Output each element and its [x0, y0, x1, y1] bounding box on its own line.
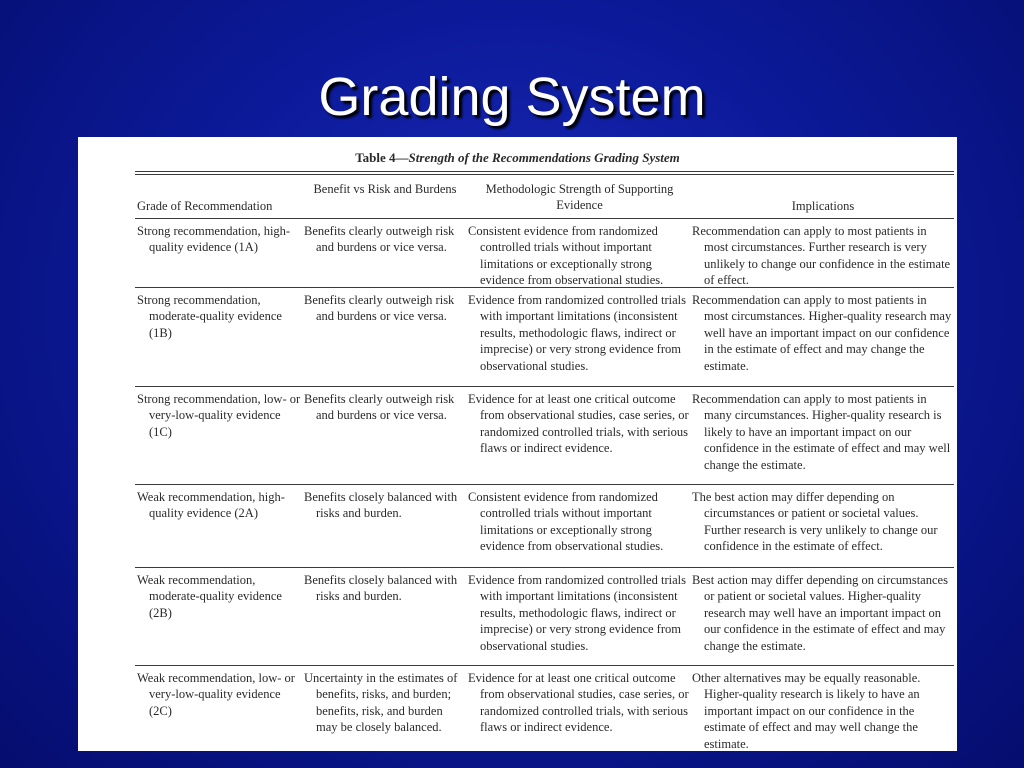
table-row	[135, 568, 954, 666]
cell-strength: Evidence for at least one critical outcome from observational studies, case series, or randomized controlled trials, with serious flaws or indirect evidence.	[468, 392, 689, 456]
table-row	[135, 666, 954, 751]
cell-grade: Strong recommendation, high-quality evidence (1A)	[137, 224, 291, 255]
cell-grade: Strong recommendation, low- or very-low-quality evidence (1C)	[137, 392, 301, 439]
cell-benefit: Benefits clearly outweigh risk and burdens or vice versa.	[304, 224, 455, 255]
header-benefit: Benefit vs Risk and Burdens	[313, 182, 457, 196]
cell-strength: Consistent evidence from randomized controlled trials without important limitations or exceptionally strong evidence from observational studies.	[468, 490, 664, 554]
cell-strength: Consistent evidence from randomized controlled trials without important limitations or exceptionally strong evidence from observational studies.	[468, 224, 664, 288]
table-row	[135, 219, 954, 288]
cell-implications: The best action may differ depending on circumstances or patient or societal values. Further research is very unlikely to change our confidence in the estimate of effect.	[692, 490, 938, 554]
cell-implications: Recommendation can apply to most patients in most circumstances. Further research is very unlikely to change our confidence in the estimate of effect.	[692, 224, 951, 288]
cell-grade: Strong recommendation, moderate-quality evidence (1B)	[137, 293, 282, 340]
table-caption	[78, 150, 957, 166]
header-grade: Grade of Recommendation	[137, 199, 273, 213]
cell-grade: Weak recommendation, moderate-quality evidence (2B)	[137, 573, 282, 620]
slide-title: Grading System	[318, 67, 706, 127]
cell-implications: Best action may differ depending on circumstances or patient or societal values. Higher-quality research may well have an important impact on our confidence in the estimate of effect and may change the estimate.	[692, 573, 948, 653]
table-row	[135, 485, 954, 568]
cell-benefit: Uncertainty in the estimates of benefits, risks, and burden; benefits, risk, and burden may be closely balanced.	[304, 671, 458, 735]
cell-implications: Recommendation can apply to most patients in many circumstances. Higher-quality research is likely to have an important impact on our confidence in the estimate of effect and may well change the estimate.	[692, 392, 951, 472]
cell-strength: Evidence from randomized controlled trials with important limitations (inconsistent results, methodologic flaws, indirect or imprecise) or very strong evidence from observational studies.	[468, 293, 686, 373]
cell-strength: Evidence for at least one critical outcome from observational studies, case series, or randomized controlled trials, with serious flaws or indirect evidence.	[468, 671, 689, 735]
cell-strength: Evidence from randomized controlled trials with important limitations (inconsistent results, methodologic flaws, indirect or imprecise) or very strong evidence from observational studies.	[468, 573, 686, 653]
cell-benefit: Benefits closely balanced with risks and burden.	[304, 573, 458, 604]
top-rule-double	[135, 174, 954, 175]
cell-grade: Weak recommendation, low- or very-low-quality evidence (2C)	[137, 671, 295, 718]
cell-implications: Recommendation can apply to most patients in most circumstances. Higher-quality research may well have an important impact on our confidence in the estimate of effect and may change the estimate.	[692, 293, 952, 373]
cell-benefit: Benefits clearly outweigh risk and burdens or vice versa.	[304, 392, 455, 423]
header-implications: Implications	[791, 199, 855, 213]
top-rule	[135, 171, 954, 172]
cell-benefit: Benefits closely balanced with risks and burden.	[304, 490, 458, 521]
table-row	[135, 288, 954, 387]
table-row	[135, 387, 954, 485]
table-document	[78, 137, 957, 751]
caption-prefix: Table 4—	[355, 150, 409, 165]
header-strength: Methodologic Strength of Supporting Evidence	[485, 182, 674, 212]
cell-benefit: Benefits clearly outweigh risk and burdens or vice versa.	[304, 293, 455, 324]
cell-grade: Weak recommendation, high-quality evidence (2A)	[137, 490, 285, 521]
caption-title: Strength of the Recommendations Grading System	[408, 150, 680, 165]
cell-implications: Other alternatives may be equally reasonable. Higher-quality research is likely to have an important impact on our confidence in the estimate of effect and may well change the estimate.	[692, 671, 921, 751]
